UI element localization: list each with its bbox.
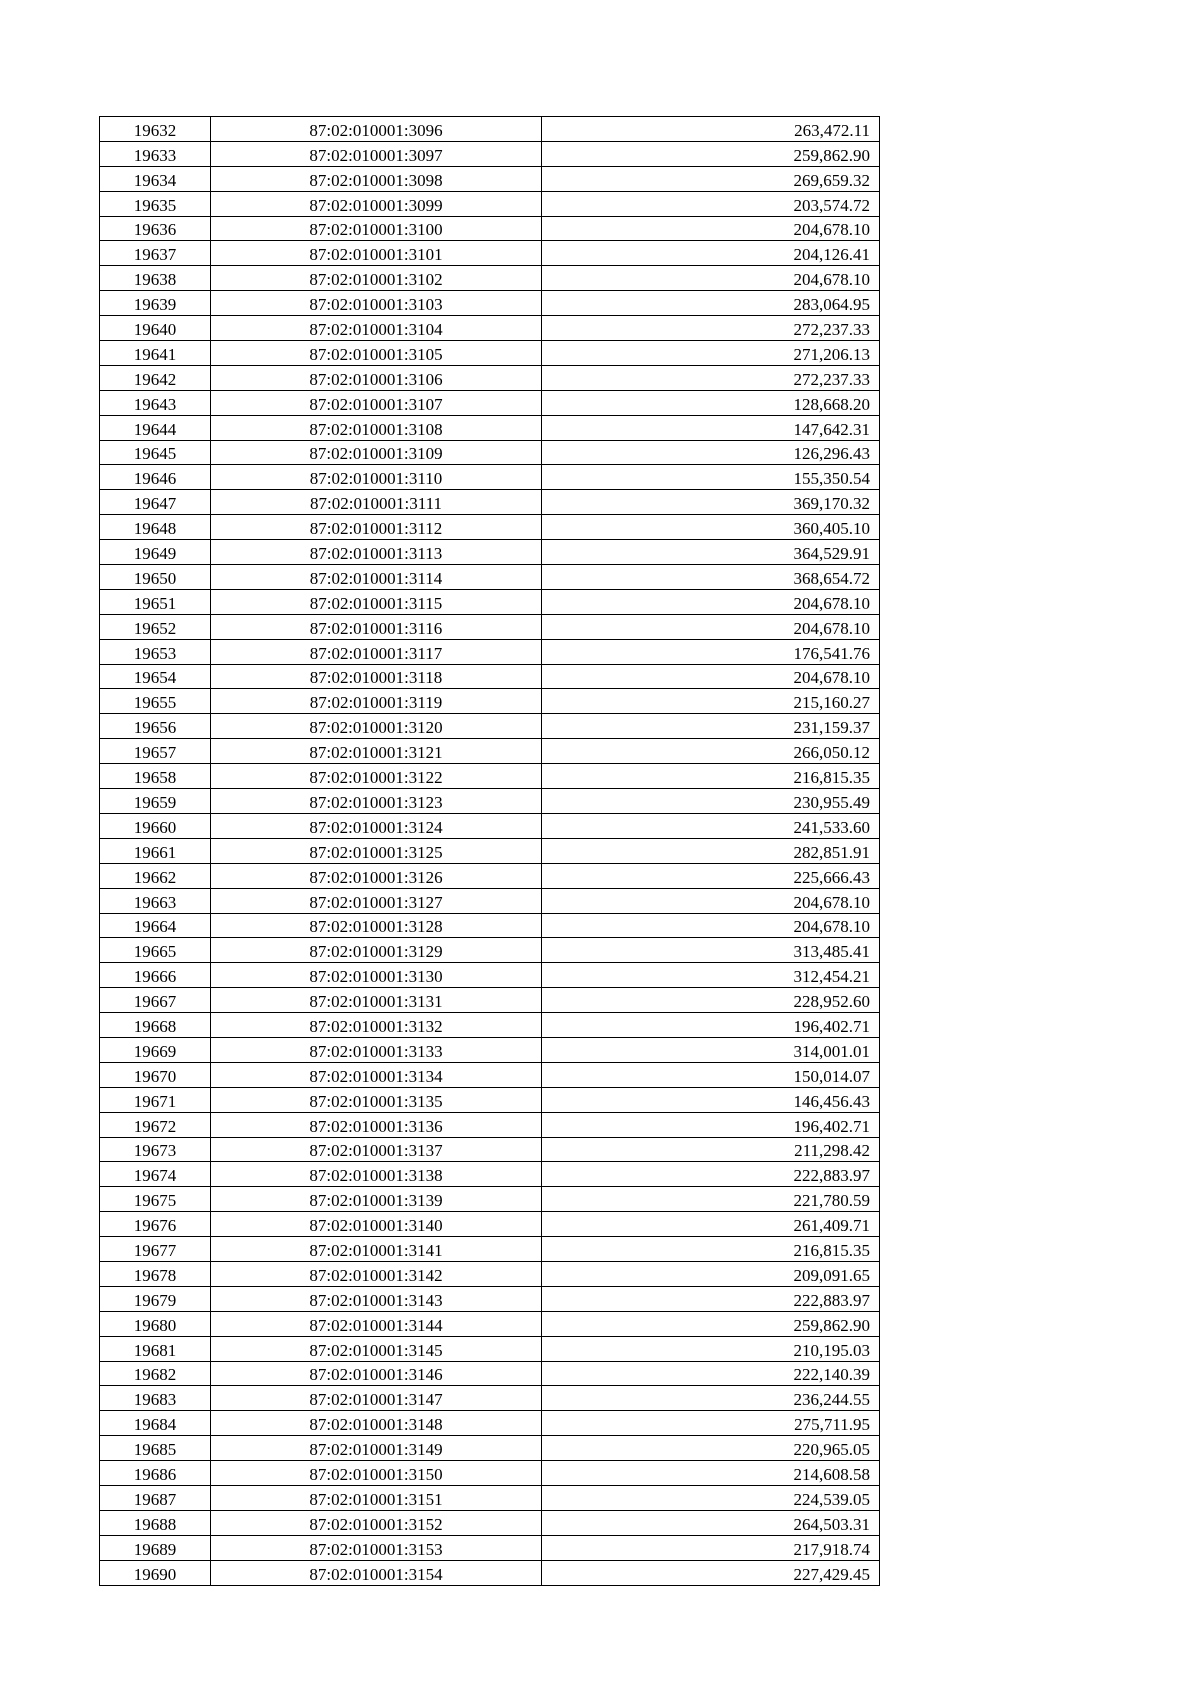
- row-number-cell: 19665: [100, 938, 211, 963]
- cadastral-number-cell: 87:02:010001:3146: [211, 1361, 542, 1386]
- value-cell: 269,659.32: [542, 166, 880, 191]
- table-row: [100, 988, 880, 1013]
- table-row: [100, 1411, 880, 1436]
- cadastral-number-cell: 87:02:010001:3128: [211, 913, 542, 938]
- value-cell: 204,678.10: [542, 266, 880, 291]
- cadastral-number-cell: 87:02:010001:3121: [211, 739, 542, 764]
- value-cell: 312,454.21: [542, 963, 880, 988]
- value-cell: 369,170.32: [542, 490, 880, 515]
- cadastral-number-cell: 87:02:010001:3124: [211, 813, 542, 838]
- table-row: [100, 191, 880, 216]
- table-row: [100, 714, 880, 739]
- table-row: [100, 1062, 880, 1087]
- row-number-cell: 19639: [100, 291, 211, 316]
- table-row: [100, 540, 880, 565]
- row-number-cell: 19666: [100, 963, 211, 988]
- row-number-cell: 19675: [100, 1187, 211, 1212]
- table-row: [100, 291, 880, 316]
- value-cell: 150,014.07: [542, 1062, 880, 1087]
- value-cell: 203,574.72: [542, 191, 880, 216]
- value-cell: 224,539.05: [542, 1485, 880, 1510]
- value-cell: 204,678.10: [542, 913, 880, 938]
- cadastral-number-cell: 87:02:010001:3148: [211, 1411, 542, 1436]
- table-row: [100, 1461, 880, 1486]
- value-cell: 204,678.10: [542, 664, 880, 689]
- row-number-cell: 19636: [100, 216, 211, 241]
- row-number-cell: 19657: [100, 739, 211, 764]
- row-number-cell: 19644: [100, 415, 211, 440]
- row-number-cell: 19654: [100, 664, 211, 689]
- cadastral-number-cell: 87:02:010001:3102: [211, 266, 542, 291]
- row-number-cell: 19653: [100, 639, 211, 664]
- table-row: [100, 838, 880, 863]
- cadastral-number-cell: 87:02:010001:3136: [211, 1112, 542, 1137]
- table-row: [100, 614, 880, 639]
- table-row: [100, 664, 880, 689]
- cadastral-number-cell: 87:02:010001:3153: [211, 1535, 542, 1560]
- table-row: [100, 1286, 880, 1311]
- row-number-cell: 19676: [100, 1212, 211, 1237]
- cadastral-number-cell: 87:02:010001:3152: [211, 1510, 542, 1535]
- cadastral-number-cell: 87:02:010001:3139: [211, 1187, 542, 1212]
- cadastral-number-cell: 87:02:010001:3154: [211, 1560, 542, 1585]
- cadastral-number-cell: 87:02:010001:3130: [211, 963, 542, 988]
- table-row: [100, 216, 880, 241]
- row-number-cell: 19681: [100, 1336, 211, 1361]
- table-row: [100, 390, 880, 415]
- cadastral-number-cell: 87:02:010001:3150: [211, 1461, 542, 1486]
- cadastral-number-cell: 87:02:010001:3115: [211, 589, 542, 614]
- table-row: [100, 141, 880, 166]
- table-row: [100, 739, 880, 764]
- table-row: [100, 639, 880, 664]
- row-number-cell: 19664: [100, 913, 211, 938]
- cadastral-number-cell: 87:02:010001:3122: [211, 764, 542, 789]
- row-number-cell: 19673: [100, 1137, 211, 1162]
- row-number-cell: 19682: [100, 1361, 211, 1386]
- value-cell: 216,815.35: [542, 1237, 880, 1262]
- row-number-cell: 19642: [100, 365, 211, 390]
- row-number-cell: 19662: [100, 863, 211, 888]
- table-row: [100, 1212, 880, 1237]
- table-row: [100, 166, 880, 191]
- value-cell: 264,503.31: [542, 1510, 880, 1535]
- row-number-cell: 19663: [100, 888, 211, 913]
- row-number-cell: 19645: [100, 440, 211, 465]
- cadastral-number-cell: 87:02:010001:3133: [211, 1037, 542, 1062]
- table-row: [100, 1261, 880, 1286]
- row-number-cell: 19670: [100, 1062, 211, 1087]
- table-row: [100, 764, 880, 789]
- row-number-cell: 19667: [100, 988, 211, 1013]
- row-number-cell: 19635: [100, 191, 211, 216]
- row-number-cell: 19632: [100, 117, 211, 142]
- value-cell: 126,296.43: [542, 440, 880, 465]
- value-cell: 282,851.91: [542, 838, 880, 863]
- table-row: [100, 341, 880, 366]
- value-cell: 209,091.65: [542, 1261, 880, 1286]
- row-number-cell: 19648: [100, 515, 211, 540]
- cadastral-number-cell: 87:02:010001:3104: [211, 316, 542, 341]
- value-cell: 364,529.91: [542, 540, 880, 565]
- cadastral-number-cell: 87:02:010001:3101: [211, 241, 542, 266]
- table-row: [100, 913, 880, 938]
- value-cell: 222,883.97: [542, 1162, 880, 1187]
- row-number-cell: 19638: [100, 266, 211, 291]
- table-row: [100, 589, 880, 614]
- cadastral-number-cell: 87:02:010001:3117: [211, 639, 542, 664]
- cadastral-number-cell: 87:02:010001:3112: [211, 515, 542, 540]
- cadastral-number-cell: 87:02:010001:3098: [211, 166, 542, 191]
- value-cell: 225,666.43: [542, 863, 880, 888]
- cadastral-number-cell: 87:02:010001:3105: [211, 341, 542, 366]
- cadastral-number-cell: 87:02:010001:3137: [211, 1137, 542, 1162]
- cadastral-number-cell: 87:02:010001:3123: [211, 789, 542, 814]
- row-number-cell: 19643: [100, 390, 211, 415]
- value-cell: 259,862.90: [542, 1311, 880, 1336]
- row-number-cell: 19689: [100, 1535, 211, 1560]
- cadastral-number-cell: 87:02:010001:3125: [211, 838, 542, 863]
- cadastral-number-cell: 87:02:010001:3096: [211, 117, 542, 142]
- value-cell: 216,815.35: [542, 764, 880, 789]
- row-number-cell: 19651: [100, 589, 211, 614]
- table-row: [100, 1013, 880, 1038]
- table-row: [100, 1237, 880, 1262]
- row-number-cell: 19649: [100, 540, 211, 565]
- table-row: [100, 689, 880, 714]
- cadastral-number-cell: 87:02:010001:3111: [211, 490, 542, 515]
- row-number-cell: 19640: [100, 316, 211, 341]
- value-cell: 259,862.90: [542, 141, 880, 166]
- value-cell: 176,541.76: [542, 639, 880, 664]
- cadastral-number-cell: 87:02:010001:3132: [211, 1013, 542, 1038]
- value-cell: 204,126.41: [542, 241, 880, 266]
- value-cell: 222,883.97: [542, 1286, 880, 1311]
- table-row: [100, 515, 880, 540]
- row-number-cell: 19656: [100, 714, 211, 739]
- table-row: [100, 813, 880, 838]
- row-number-cell: 19669: [100, 1037, 211, 1062]
- value-cell: 146,456.43: [542, 1087, 880, 1112]
- table-row: [100, 490, 880, 515]
- cadastral-number-cell: 87:02:010001:3107: [211, 390, 542, 415]
- row-number-cell: 19684: [100, 1411, 211, 1436]
- value-cell: 230,955.49: [542, 789, 880, 814]
- value-cell: 271,206.13: [542, 341, 880, 366]
- cadastral-number-cell: 87:02:010001:3147: [211, 1386, 542, 1411]
- row-number-cell: 19637: [100, 241, 211, 266]
- value-cell: 368,654.72: [542, 565, 880, 590]
- value-cell: 221,780.59: [542, 1187, 880, 1212]
- cadastral-number-cell: 87:02:010001:3106: [211, 365, 542, 390]
- row-number-cell: 19634: [100, 166, 211, 191]
- row-number-cell: 19655: [100, 689, 211, 714]
- value-cell: 283,064.95: [542, 291, 880, 316]
- value-cell: 222,140.39: [542, 1361, 880, 1386]
- value-cell: 227,429.45: [542, 1560, 880, 1585]
- value-cell: 196,402.71: [542, 1013, 880, 1038]
- row-number-cell: 19683: [100, 1386, 211, 1411]
- value-cell: 220,965.05: [542, 1436, 880, 1461]
- row-number-cell: 19688: [100, 1510, 211, 1535]
- row-number-cell: 19659: [100, 789, 211, 814]
- cadastral-number-cell: 87:02:010001:3113: [211, 540, 542, 565]
- table-row: [100, 1436, 880, 1461]
- cadastral-number-cell: 87:02:010001:3138: [211, 1162, 542, 1187]
- table-row: [100, 1037, 880, 1062]
- value-cell: 272,237.33: [542, 365, 880, 390]
- row-number-cell: 19687: [100, 1485, 211, 1510]
- table-row: [100, 465, 880, 490]
- table-row: [100, 1361, 880, 1386]
- table-row: [100, 863, 880, 888]
- value-cell: 155,350.54: [542, 465, 880, 490]
- row-number-cell: 19647: [100, 490, 211, 515]
- row-number-cell: 19672: [100, 1112, 211, 1137]
- table-row: [100, 1386, 880, 1411]
- cadastral-number-cell: 87:02:010001:3108: [211, 415, 542, 440]
- value-cell: 211,298.42: [542, 1137, 880, 1162]
- table-body: [100, 117, 880, 1586]
- cadastral-number-cell: 87:02:010001:3097: [211, 141, 542, 166]
- row-number-cell: 19650: [100, 565, 211, 590]
- value-cell: 217,918.74: [542, 1535, 880, 1560]
- cadastral-number-cell: 87:02:010001:3140: [211, 1212, 542, 1237]
- row-number-cell: 19633: [100, 141, 211, 166]
- table-row: [100, 1560, 880, 1585]
- row-number-cell: 19652: [100, 614, 211, 639]
- cadastral-number-cell: 87:02:010001:3127: [211, 888, 542, 913]
- table-row: [100, 1112, 880, 1137]
- value-cell: 241,533.60: [542, 813, 880, 838]
- data-table: [99, 116, 880, 1586]
- cadastral-number-cell: 87:02:010001:3116: [211, 614, 542, 639]
- cadastral-number-cell: 87:02:010001:3103: [211, 291, 542, 316]
- cadastral-number-cell: 87:02:010001:3142: [211, 1261, 542, 1286]
- value-cell: 231,159.37: [542, 714, 880, 739]
- cadastral-number-cell: 87:02:010001:3120: [211, 714, 542, 739]
- cadastral-number-cell: 87:02:010001:3141: [211, 1237, 542, 1262]
- table-row: [100, 888, 880, 913]
- value-cell: 204,678.10: [542, 216, 880, 241]
- table-row: [100, 1485, 880, 1510]
- row-number-cell: 19674: [100, 1162, 211, 1187]
- cadastral-number-cell: 87:02:010001:3149: [211, 1436, 542, 1461]
- value-cell: 275,711.95: [542, 1411, 880, 1436]
- value-cell: 204,678.10: [542, 614, 880, 639]
- value-cell: 204,678.10: [542, 888, 880, 913]
- table-row: [100, 1137, 880, 1162]
- table-row: [100, 789, 880, 814]
- table-row: [100, 266, 880, 291]
- value-cell: 215,160.27: [542, 689, 880, 714]
- value-cell: 128,668.20: [542, 390, 880, 415]
- row-number-cell: 19641: [100, 341, 211, 366]
- table-row: [100, 938, 880, 963]
- value-cell: 266,050.12: [542, 739, 880, 764]
- cadastral-number-cell: 87:02:010001:3134: [211, 1062, 542, 1087]
- row-number-cell: 19686: [100, 1461, 211, 1486]
- value-cell: 228,952.60: [542, 988, 880, 1013]
- table-row: [100, 1510, 880, 1535]
- row-number-cell: 19679: [100, 1286, 211, 1311]
- value-cell: 261,409.71: [542, 1212, 880, 1237]
- cadastral-number-cell: 87:02:010001:3110: [211, 465, 542, 490]
- cadastral-number-cell: 87:02:010001:3144: [211, 1311, 542, 1336]
- table-row: [100, 1336, 880, 1361]
- row-number-cell: 19661: [100, 838, 211, 863]
- table-row: [100, 1162, 880, 1187]
- row-number-cell: 19677: [100, 1237, 211, 1262]
- table-row: [100, 1535, 880, 1560]
- table-row: [100, 415, 880, 440]
- value-cell: 196,402.71: [542, 1112, 880, 1137]
- cadastral-number-cell: 87:02:010001:3119: [211, 689, 542, 714]
- row-number-cell: 19658: [100, 764, 211, 789]
- table-row: [100, 565, 880, 590]
- row-number-cell: 19646: [100, 465, 211, 490]
- table-row: [100, 963, 880, 988]
- cadastral-number-cell: 87:02:010001:3109: [211, 440, 542, 465]
- row-number-cell: 19671: [100, 1087, 211, 1112]
- row-number-cell: 19685: [100, 1436, 211, 1461]
- table-row: [100, 1087, 880, 1112]
- value-cell: 210,195.03: [542, 1336, 880, 1361]
- value-cell: 236,244.55: [542, 1386, 880, 1411]
- row-number-cell: 19678: [100, 1261, 211, 1286]
- value-cell: 314,001.01: [542, 1037, 880, 1062]
- value-cell: 360,405.10: [542, 515, 880, 540]
- row-number-cell: 19668: [100, 1013, 211, 1038]
- row-number-cell: 19680: [100, 1311, 211, 1336]
- table-row: [100, 1311, 880, 1336]
- cadastral-number-cell: 87:02:010001:3145: [211, 1336, 542, 1361]
- table-row: [100, 117, 880, 142]
- cadastral-number-cell: 87:02:010001:3100: [211, 216, 542, 241]
- table-row: [100, 241, 880, 266]
- value-cell: 147,642.31: [542, 415, 880, 440]
- value-cell: 272,237.33: [542, 316, 880, 341]
- cadastral-number-cell: 87:02:010001:3126: [211, 863, 542, 888]
- value-cell: 214,608.58: [542, 1461, 880, 1486]
- cadastral-number-cell: 87:02:010001:3135: [211, 1087, 542, 1112]
- table-row: [100, 440, 880, 465]
- row-number-cell: 19660: [100, 813, 211, 838]
- table-row: [100, 316, 880, 341]
- cadastral-number-cell: 87:02:010001:3143: [211, 1286, 542, 1311]
- cadastral-number-cell: 87:02:010001:3129: [211, 938, 542, 963]
- table-row: [100, 1187, 880, 1212]
- value-cell: 263,472.11: [542, 117, 880, 142]
- cadastral-number-cell: 87:02:010001:3131: [211, 988, 542, 1013]
- row-number-cell: 19690: [100, 1560, 211, 1585]
- cadastral-number-cell: 87:02:010001:3099: [211, 191, 542, 216]
- value-cell: 313,485.41: [542, 938, 880, 963]
- cadastral-number-cell: 87:02:010001:3118: [211, 664, 542, 689]
- cadastral-number-cell: 87:02:010001:3114: [211, 565, 542, 590]
- cadastral-number-cell: 87:02:010001:3151: [211, 1485, 542, 1510]
- value-cell: 204,678.10: [542, 589, 880, 614]
- table-row: [100, 365, 880, 390]
